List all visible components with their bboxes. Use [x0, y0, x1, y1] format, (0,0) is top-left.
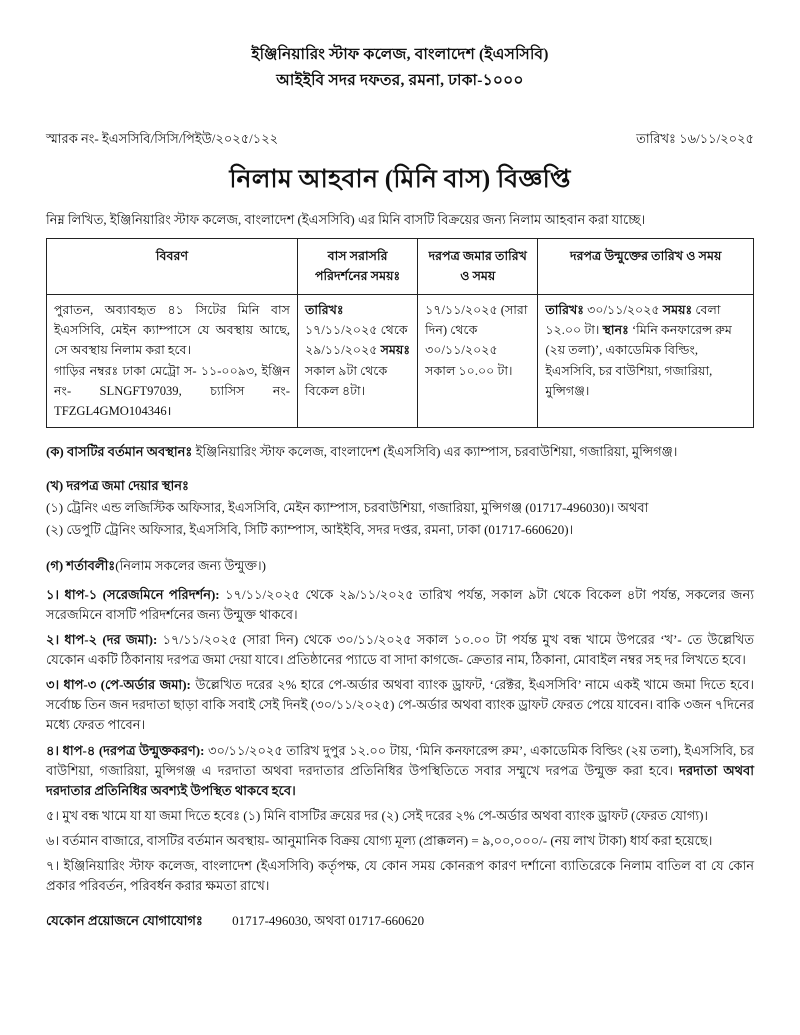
table-cell-description [47, 294, 298, 427]
section-kha-label: (খ) দরপত্র জমা দেয়ার স্থানঃ [46, 477, 189, 493]
contact-line [46, 911, 754, 931]
condition-label: ১। ধাপ-১ (সরেজমিনে পরিদর্শন): [46, 586, 220, 602]
table-cell-submission: ১৭/১১/২০২৫ (সারা দিন) থেকে ৩০/১১/২০২৫ সকাল ১০.০০ টা। [418, 294, 538, 427]
header-line-2: আইইবি সদর দফতর, রমনা, ঢাকা-১০০০ [276, 72, 524, 90]
condition-label: ৩। ধাপ-৩ (পে-অর্ডার জমা): [46, 677, 191, 693]
condition-text: ৫। মুখ বন্ধ খামে যা যা জমা দিতে হবেঃ (১) মিনি বাসটির ক্রয়ের দর (২) সেই দরের ২% পে-অর্ডার অথবা ব্যাংক ড্রাফট (ফেরত যোগ্য)। [46, 807, 709, 823]
table-header-row [47, 238, 754, 294]
section-ka-label: (ক) বাসটির বর্তমান অবস্থানঃ [46, 443, 193, 459]
table-header-cell: বিবরণ [47, 238, 298, 294]
condition-text: উল্লেখিত দরের ২% হারে পে-অর্ডার অথবা ব্যাংক ড্রাফট, ‘রেক্টর, ইএসসিবি’ নামে একই খামে জমা দিতে হবে। সর্বোচ্চ তিন জন দরদাতা ছাড়া বাকি সবাই সেই দিনই (৩০/১১/২০২৫) পে-অর্ডার অথবা ব্যাংক ড্রাফট ফেরত পেয়ে যাবেন। বাকি ৩জন ৭দিনের মধ্যে ফেরত পাবেন। [46, 677, 755, 733]
auction-table [46, 238, 754, 428]
inspection-date-label: তারিখঃ [304, 302, 344, 317]
section-kha [46, 476, 754, 540]
section-ga-note: (নিলাম সকলের জন্য উন্মুক্ত।) [115, 558, 266, 574]
opening-date-value: ৩০/১১/২০২৫ [587, 302, 660, 317]
condition-text: ১৭/১১/২০২৫ থেকে ২৯/১১/২০২৫ তারিখ পর্যন্ত, সকাল ৯টা থেকে বিকেল ৪টা পর্যন্ত, সকলের জন্য সরেজমিনে বাসটি পরিদর্শনের জন্য উন্মুক্ত থাকবে। [46, 586, 754, 622]
opening-time-label: সময়ঃ [662, 302, 693, 317]
contact-label: যেকোন প্রয়োজনে যোগাযোগঃ [46, 912, 203, 928]
condition-text: ৬। বর্তমান বাজারে, বাসটির বর্তমান অবস্থায়- আনুমানিক বিক্রয় যোগ্য মূল্য (প্রাক্কলন) = ৯,০০,০০০/- (নয় লাখ টাকা) ধার্য করা হয়েছে। [46, 833, 713, 849]
memo-date: তারিখঃ ১৬/১১/২০২৫ [636, 130, 754, 146]
condition-text: ১৭/১১/২০২৫ (সারা দিন) থেকে ৩০/১১/২০২৫ সকাল ১০.০০ টা পর্যন্ত মুখ বন্ধ খামে উপরের ‘খ’- তে উল্লেখিত যেকোন একটি ঠিকানায় দরপত্র জমা দেয়া যাবে। প্রতিষ্ঠানের প্যাডে বা সাদা কাগজে- ক্রেতার নাম, ঠিকানা, মোবাইল নম্বর সহ দর লিখতে হবে। [46, 631, 755, 667]
header-line-1: ইঞ্জিনিয়ারিং স্টাফ কলেজ, বাংলাদেশ (ইএসসিবি) [251, 46, 549, 63]
table-header-cell: বাস সরাসরি পরিদর্শনের সময়ঃ [297, 238, 417, 294]
condition-label: ২। ধাপ-২ (দর জমা): [46, 631, 158, 647]
table-header-cell: দরপত্র জমার তারিখ ও সময় [418, 238, 538, 294]
condition-item [46, 585, 754, 625]
document-header [46, 42, 754, 95]
section-ka [46, 442, 754, 462]
table-cell-opening [538, 294, 754, 427]
opening-place-label: স্থানঃ [602, 322, 629, 337]
table-row [47, 294, 754, 427]
memo-row [46, 129, 754, 149]
condition-label: ৪। ধাপ-৪ (দরপত্র উন্মুক্তকরণ): [46, 742, 205, 758]
opening-date-label: তারিখঃ [545, 302, 584, 317]
opening-time-value: বেলা ১২.০০ টা। [545, 302, 721, 337]
conditions-list [46, 585, 754, 897]
condition-item [46, 741, 754, 801]
condition-item [46, 675, 754, 735]
section-ga-heading [46, 556, 754, 576]
section-ka-text: ইঞ্জিনিয়ারিং স্টাফ কলেজ, বাংলাদেশ (ইএসসিবি) এর ক্যাম্পাস, চরবাউশিয়া, গজারিয়া, মুন্সিগঞ্জ। [195, 443, 678, 459]
condition-item [46, 856, 754, 896]
contact-numbers: 01717-496030, অথবা 01717-660620 [232, 912, 425, 928]
condition-text-emphasis: দরদাতা অথবা দরদাতার প্রতিনিধির অবশ্যই উপস্থিত থাকবে হবে। [46, 762, 754, 798]
inspection-time-value: সকাল ৯টা থেকে বিকেল ৪টা। [304, 363, 388, 399]
condition-item [46, 630, 754, 670]
section-kha-item-2: (২) ডেপুটি ট্রেনিং অফিসার, ইএসসিবি, সিটি ক্যাম্পাস, আইইবি, সদর দপ্তর, রমনা, ঢাকা (01717-660620)। [46, 522, 574, 538]
inspection-date-value: ১৭/১১/২০২৫ থেকে ২৯/১১/২০২৫ [304, 322, 408, 358]
description-paragraph-1: পুরাতন, অব্যাবহৃত ৪১ সিটের মিনি বাস ইএসসিবি, মেইন ক্যাম্পাসে যে অবস্থায় আছে, সে অবস্থায় নিলাম করা হবে। [54, 302, 290, 358]
memo-number: স্মারক নং- ইএসসিবি/সিসি/পিইউ/২০২৫/১২২ [46, 130, 279, 146]
page-title: নিলাম আহবান (মিনি বাস) বিজ্ঞপ্তি [229, 165, 571, 193]
description-paragraph-2: গাড়ির নম্বরঃ ঢাকা মেট্রো স- ১১-০০৯৩, ইঞ্জিন নং- SLNGFT97039, চ্যাসিস নং- TFZGL4GMO104346। [54, 363, 290, 419]
section-ga-label: (গ) শর্তাবলীঃ [46, 558, 116, 574]
condition-text: ৩০/১১/২০২৫ তারিখ দুপুর ১২.০০ টায়, ‘মিনি কনফারেন্স রুম’, একাডেমিক বিল্ডিং (২য় তলা), ইএসসিবি, চর বাউশিয়া, গজারিয়া, মুন্সিগঞ্জ এ দরদাতা অথবা দরদাতার প্রতিনিধির উপস্থিতিতে সবার সম্মুখে দরপত্র উন্মুক্ত করা হবে। [46, 742, 755, 778]
condition-text: ৭। ইঞ্জিনিয়ারিং স্টাফ কলেজ, বাংলাদেশ (ইএসসিবি) কর্তৃপক্ষ, যে কোন সময় কোনরূপ কারণ দর্শানো ব্যাতিরেকে নিলাম বাতিল বা যে কোন প্রকার পরিবর্তন, পরিবর্ধন করার ক্ষমতা রাখে। [46, 858, 754, 894]
opening-place-value: ‘মিনি কনফারেন্স রুম (২য় তলা)’, একাডেমিক বিল্ডিং, ইএসসিবি, চর বাউশিয়া, গজারিয়া, মুন্সিগঞ্জ। [545, 322, 732, 399]
section-kha-item-1: (১) ট্রেনিং এন্ড লজিস্টিক অফিসার, ইএসসিবি, মেইন ক্যাম্পাস, চরবাউশিয়া, গজারিয়া, মুন্সিগঞ্জ (01717-496030)। অথবা [46, 500, 649, 516]
condition-item [46, 806, 754, 826]
intro-paragraph: নিম্ন লিখিত, ইঞ্জিনিয়ারিং স্টাফ কলেজ, বাংলাদেশ (ইএসসিবি) এর মিনি বাসটি বিক্রয়ের জন্য নিলাম আহবান করা যাচ্ছে। [46, 211, 646, 227]
table-cell-inspection [297, 294, 417, 427]
table-header-cell: দরপত্র উন্মুক্তের তারিখ ও সময় [538, 238, 754, 294]
condition-item [46, 831, 754, 851]
inspection-time-label: সময়ঃ [380, 343, 411, 358]
